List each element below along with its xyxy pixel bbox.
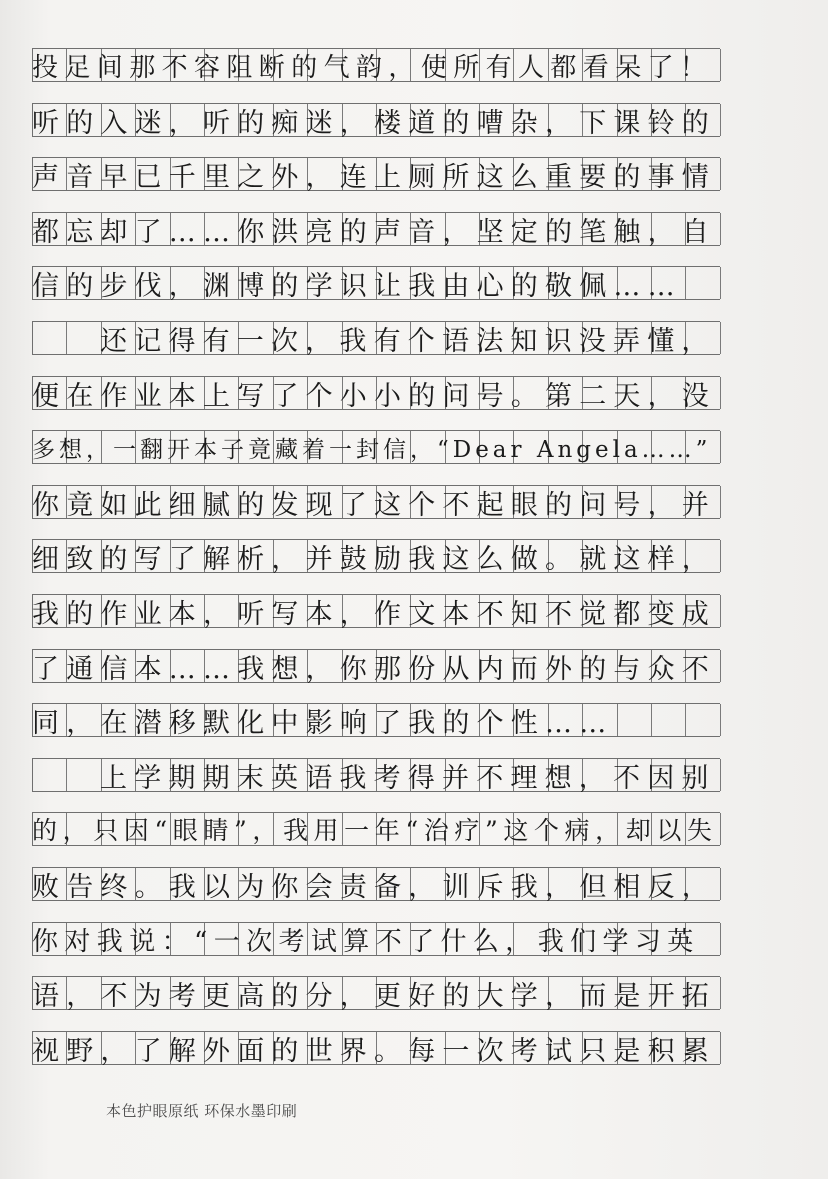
handwritten-line: 你对我说：“一次考试算不了什么，我们学习英 xyxy=(32,926,700,956)
handwritten-line: 还记得有一次，我有个语法知识没弄懂， xyxy=(100,325,716,355)
handwritten-line: 了通信本……我想，你那份从内而外的与众不 xyxy=(32,653,716,683)
handwritten-line: 便在作业本上写了个小小的问号。第二天，没 xyxy=(32,380,716,410)
handwritten-line: 你竟如此细腻的发现了这个不起眼的问号，并 xyxy=(32,489,716,519)
handwritten-line: 同，在潜移默化中影响了我的个性…… xyxy=(32,707,614,737)
handwritten-line: 的，只因“眼睛”，我用一年“治疗”这个病，却以失 xyxy=(32,816,718,845)
handwritten-line: 声音早已千里之外，连上厕所这么重要的事情 xyxy=(32,161,716,191)
handwritten-line: 投足间那不容阻断的气韵，使所有人都看呆了！ xyxy=(32,52,713,82)
handwritten-line: 多想，一翻开本子竟藏着一封信，“Dear Angela……” xyxy=(32,436,712,463)
handwritten-line: 视野，了解外面的世界。每一次考试只是积累 xyxy=(32,1035,716,1065)
writing-grid xyxy=(32,48,720,1086)
paper-print-note: 本色护眼原纸 环保水墨印刷 xyxy=(106,1102,298,1120)
handwritten-line: 败告终。我以为你会责备，训斥我，但相反， xyxy=(32,871,716,901)
handwritten-line: 信的步伐，渊博的学识让我由心的敬佩…… xyxy=(32,270,682,300)
handwritten-line: 语，不为考更高的分，更好的大学，而是开拓 xyxy=(32,980,716,1010)
handwritten-line: 都忘却了……你洪亮的声音，坚定的笔触，自 xyxy=(32,216,716,246)
handwritten-line: 上学期期末英语我考得并不理想，不因别 xyxy=(100,762,716,792)
handwritten-line: 听的入迷，听的痴迷，楼道的嘈杂，下课铃的 xyxy=(32,107,716,137)
handwritten-line: 我的作业本，听写本，作文本不知不觉都变成 xyxy=(32,598,716,628)
handwritten-line: 细致的写了解析，并鼓励我这么做。就这样， xyxy=(32,543,716,573)
